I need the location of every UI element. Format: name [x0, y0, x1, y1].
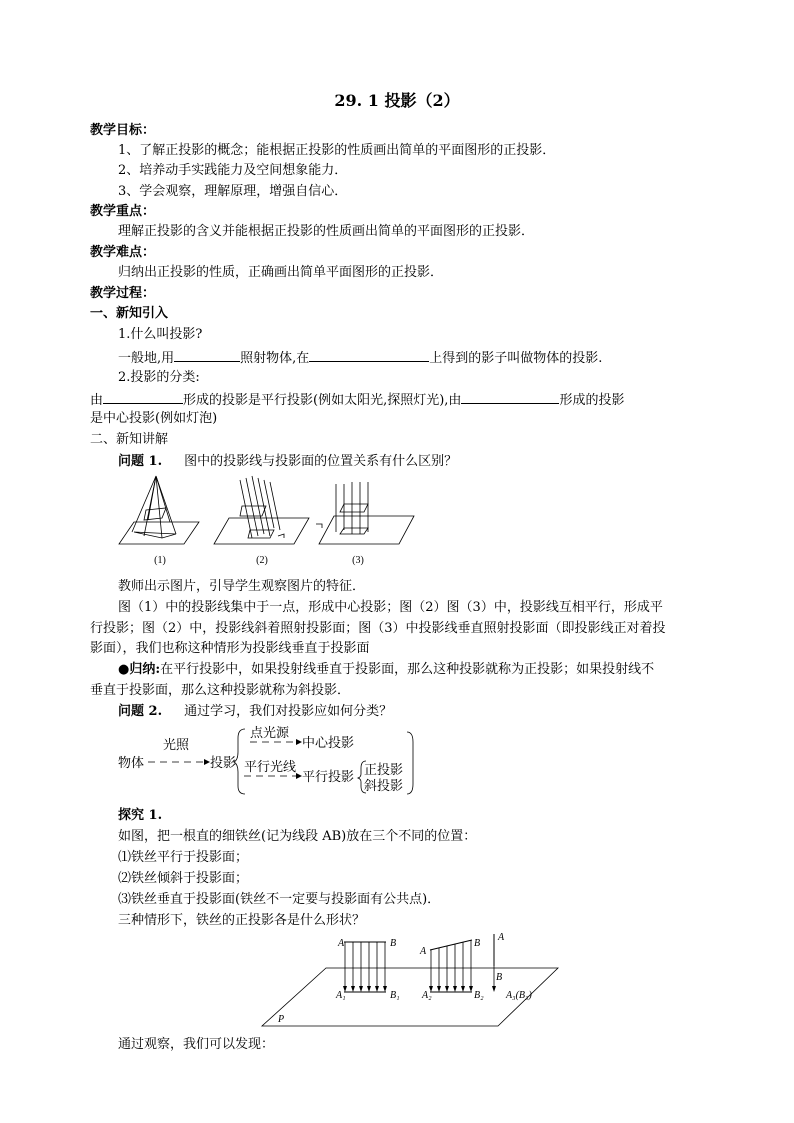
explanation-line: 图（1）中的投影线集中于一点，形成中心投影；图（2）图（3）中，投影线互相平行，形成平: [118, 600, 663, 615]
figure-label: (3): [352, 555, 364, 566]
fill-text: 照射物体,在: [240, 351, 310, 366]
explore-item: ⑵铁丝倾斜于投影面；: [118, 871, 249, 886]
process-heading: 教学过程：: [90, 286, 156, 301]
point-label: A: [498, 932, 505, 943]
section2-heading: 二、新知讲解: [90, 432, 169, 447]
label-parallel: 平行投影: [302, 769, 355, 784]
arrow-heads: [343, 986, 387, 992]
answer-blank[interactable]: [309, 348, 429, 362]
question-2-fill-line: [90, 390, 624, 410]
shadow: [134, 532, 176, 538]
point-label: B₂: [474, 990, 484, 1001]
explore-heading: 探究 1.: [118, 808, 163, 823]
problem-label: 问题 1.: [118, 454, 163, 469]
explore-item: ⑴铁丝平行于投影面；: [118, 850, 249, 865]
explanation-line: 影面），我们也称这种情形为投影线垂直于投影面: [90, 641, 370, 656]
arrow-head: [492, 986, 496, 992]
explore-intro: 如图，把一根直的细铁丝(记为线段 AB)放在三个不同的位置：: [118, 829, 477, 844]
right-angle-mark: [316, 524, 322, 528]
label-projection: 投影: [210, 755, 237, 770]
explore-item: ⑶铁丝垂直于投影面(铁丝不一定要与投影面有公共点)．: [118, 892, 441, 907]
explore-question: 三种情形下，铁丝的正投影各是什么形状？: [118, 913, 366, 928]
label-oblique: 斜投影: [364, 778, 404, 793]
central-projection-lines: [132, 476, 176, 538]
summary-line-cont: 垂直于投影面，那么这种投影就称为斜投影．: [90, 683, 351, 698]
label-ortho: 正投影: [364, 762, 404, 777]
label-parallel-light: 平行光线: [244, 759, 297, 774]
difficult-text: 归纳出正投影的性质，正确画出简单平面图形的正投影．: [118, 265, 444, 280]
right-brace: [407, 732, 413, 794]
teacher-note: 教师出示图片，引导学生观察图片的特征．: [118, 579, 366, 594]
point-label: B: [474, 938, 481, 949]
parallel-case-arrows: [345, 942, 385, 988]
angle-mark: [278, 534, 284, 538]
arrow-heads: [429, 986, 473, 992]
question-1-fill-line: [118, 348, 602, 368]
summary-text: 在平行投影中，如果投射线垂直于投影面，那么这种投影就称为正投影；如果投射线不: [160, 662, 655, 677]
label-central: 中心投影: [302, 735, 355, 750]
label-point-light: 点光源: [250, 725, 290, 740]
problem-text: 图中的投影线与投影面的位置关系有什么区别？: [184, 454, 458, 469]
oblique-projection-lines: [240, 476, 280, 538]
point-label: A: [338, 938, 345, 949]
problem-text: 通过学习，我们对投影应如何分类？: [184, 704, 393, 719]
key-text: 理解正投影的含义并能根据正投影的性质画出简单的平面图形的正投影．: [118, 224, 535, 239]
summary-line: [118, 661, 654, 679]
wire-ab-tilted: [430, 940, 472, 950]
section1-heading: 一、新知引入: [90, 306, 169, 321]
answer-blank[interactable]: [461, 390, 559, 404]
point-label: A₂: [422, 990, 432, 1001]
question-2-fill-line-cont: 是中心投影(例如灯泡): [90, 411, 218, 426]
figure-label: (1): [154, 555, 166, 566]
problem-2: [118, 703, 392, 721]
label-object: 物体: [118, 755, 145, 770]
goal-item: 3、学会观察，理解原理，增强自信心．: [118, 184, 348, 199]
conclusion-text: 通过观察，我们可以发现：: [118, 1037, 275, 1052]
projection-figures: [114, 472, 444, 572]
answer-blank[interactable]: [103, 390, 183, 404]
fill-text: 形成的投影: [559, 393, 625, 408]
goal-item: 1、了解正投影的概念；能根据正投影的性质画出简单的平面图形的正投影．: [118, 143, 556, 158]
point-label: B: [390, 938, 397, 949]
wire-projection-figure: [258, 930, 568, 1030]
difficult-heading: 教学难点：: [90, 245, 156, 260]
point-label: A: [420, 946, 427, 957]
fill-text: 上得到的影子叫做物体的投影.: [429, 351, 603, 366]
fill-text: 由: [90, 393, 104, 408]
question-2: 2.投影的分类:: [118, 370, 200, 385]
page-title: 29. 1 投影（2）: [334, 91, 460, 110]
figure-label: (2): [256, 555, 268, 566]
fill-text: 一般地,用: [118, 351, 175, 366]
point-label: B₁: [390, 990, 400, 1001]
answer-blank[interactable]: [174, 348, 240, 362]
plane-label: P: [278, 1014, 285, 1025]
problem-label: 问题 2.: [118, 704, 163, 719]
classification-diagram: [114, 722, 424, 796]
key-heading: 教学重点：: [90, 204, 156, 219]
point-label: B: [496, 972, 503, 983]
tilted-case-arrows: [431, 940, 471, 988]
problem-1: [118, 453, 457, 471]
label-light: 光照: [163, 737, 190, 752]
fill-text: 形成的投影是平行投影(例如太阳光,探照灯光),由: [183, 393, 462, 408]
summary-label: ●归纳:: [118, 662, 161, 677]
goal-item: 2、培养动手实践能力及空间想象能力．: [118, 163, 348, 178]
point-label: A₁: [336, 990, 346, 1001]
point-label: A₃(B₃): [506, 990, 532, 1001]
perpendicular-projection-lines: [336, 482, 368, 534]
goals-heading: 教学目标：: [90, 123, 156, 138]
explanation-line: 行投影；图（2）中，投影线斜着照射投影面；图（3）中投影线垂直照射投影面（即投影线正对着投: [90, 621, 666, 636]
question-1: 1.什么叫投影?: [118, 327, 203, 342]
